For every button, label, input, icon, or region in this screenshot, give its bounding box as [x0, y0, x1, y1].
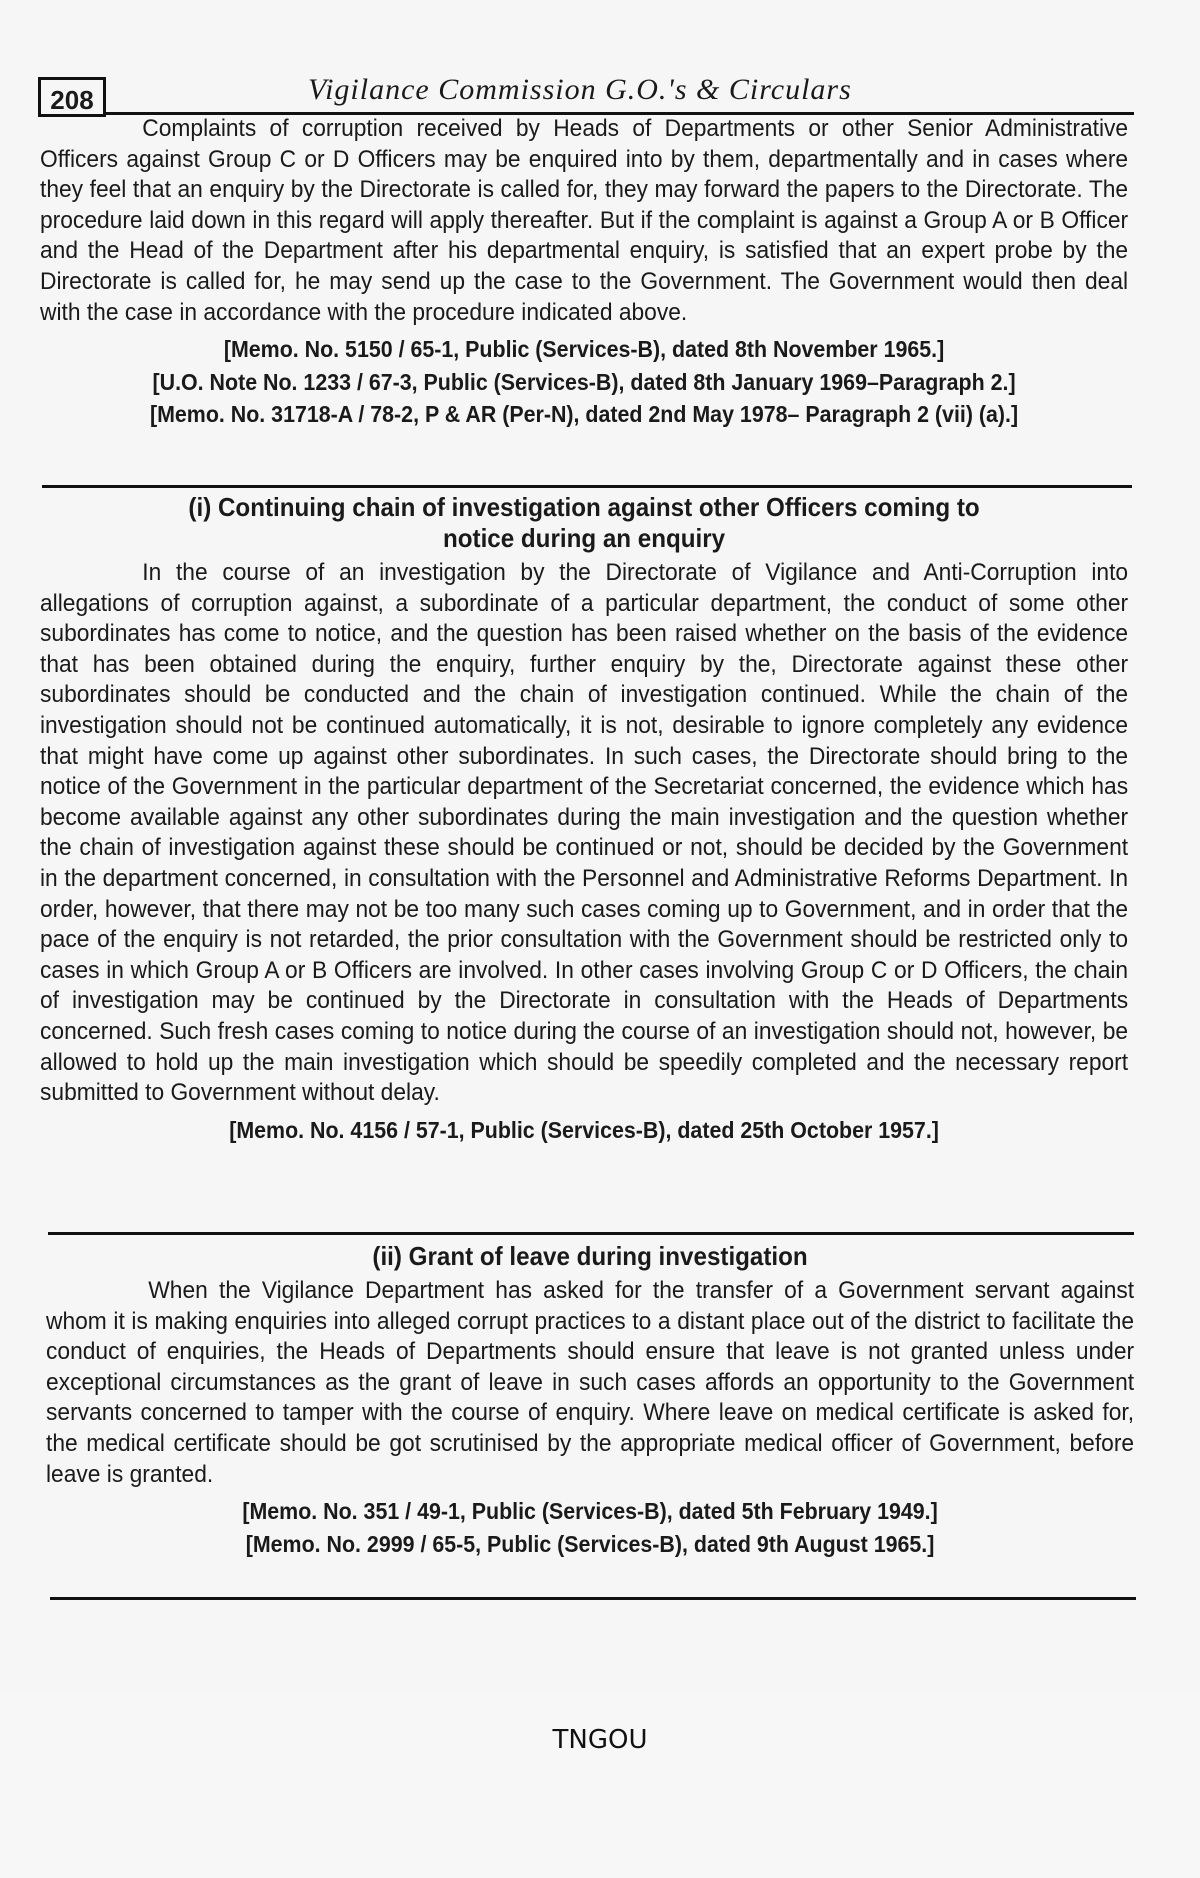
page-header: [38, 73, 1132, 115]
section-i-paragraph: In the course of an investigation by the Directorate of Vigilance and Anti-Corruption into allegations of corruption against, a subordinate of a particular department, the conduct of some other subordinates has come to notice, and the question has been raised whether on the basis of the evidence that has been obtained during the enquiry, further enquiry by the, Directorate against these other subordinates should be conducted and the chain of investigation continued. While the chain of the investigation should not be continued automatically, it is not, desirable to ignore completely any evidence that might have come up against other subordinates. In such cases, the Directorate should bring to the notice of the Government in the particular department of the Secretariat concerned, the evidence which has become available against any other subordinates during the main investigation and the question whether the chain of investigation against these should be continued or not, should be decided by the Government in the department concerned, in consultation with the Personnel and Administrative Reforms Department. In order, however, that there may not be too many such cases coming up to Government, and in order that the pace of the enquiry is not retarded, the prior consultation with the Government should be restricted only to cases in which Group A or B Officers are involved. In other cases involving Group C or D Officers, the chain of investigation may be continued by the Directorate in consultation with the Heads of Departments concerned. Such fresh cases coming to notice during the course of an investigation should not, however, be allowed to hold up the main investigation which should be speedily completed and the necessary report submitted to Government without delay.: [40, 559, 1129, 1107]
watermark-text: TNGOU: [552, 1725, 648, 1755]
citation: [Memo. No. 351 / 49-1, Public (Services-B), dated 5th February 1949.]: [242, 1498, 938, 1525]
citation: [U.O. Note No. 1233 / 67-3, Public (Services-B), dated 8th January 1969–Paragraph 2.]: [152, 368, 1016, 395]
page-number: 208: [38, 77, 106, 117]
section-i: [40, 488, 1128, 1147]
citation: [Memo. No. 5150 / 65-1, Public (Services-B), dated 8th November 1965.]: [223, 336, 945, 363]
section-divider: [48, 1232, 1134, 1235]
running-title: Vigilance Commission G.O.'s & Circulars: [308, 73, 852, 106]
citation: [Memo. No. 2999 / 65-5, Public (Services-B), dated 9th August 1965.]: [245, 1530, 935, 1557]
section-i-heading: (i) Continuing chain of investigation against other Officers coming to notice during an enquiry: [188, 492, 980, 553]
citation: [Memo. No. 4156 / 57-1, Public (Services-B), dated 25th October 1957.]: [229, 1116, 939, 1143]
section-divider: [50, 1597, 1136, 1600]
section-ii: [46, 1237, 1134, 1561]
body-text: [40, 114, 1128, 432]
citation: [Memo. No. 31718-A / 78-2, P & AR (Per-N), dated 2nd May 1978– Paragraph 2 (vii) (a).]: [149, 401, 1019, 428]
intro-paragraph: Complaints of corruption received by Heads of Departments or other Senior Administrative Officers against Group C or D Officers may be enquired into by them, departmentally and in cases where they feel that an enquiry by the Directorate is called for, they may forward the papers to the Directorate. The procedure laid down in this regard will apply thereafter. But if the complaint is against a Group A or B Officer and the Head of the Department after his departmental enquiry, is satisfied that an expert probe by the Directorate is called for, he may send up the case to the Government. The Government would then deal with the case in accordance with the procedure indicated above.: [40, 115, 1129, 326]
section-ii-heading: (ii) Grant of leave during investigation: [372, 1241, 808, 1271]
section-ii-paragraph: When the Vigilance Department has asked for the transfer of a Government servant against whom it is making enquiries into alleged corrupt practices to a distant place out of the district to facilitate the conduct of enquiries, the Heads of Departments should ensure that leave is not granted unless under exceptional circumstances as the grant of leave in such cases affords an opportunity to the Government servants concerned to tamper with the course of enquiry. Where leave on medical certificate is asked for, the medical certificate should be got scrutinised by the appropriate medical officer of Government, before leave is granted.: [46, 1277, 1135, 1488]
